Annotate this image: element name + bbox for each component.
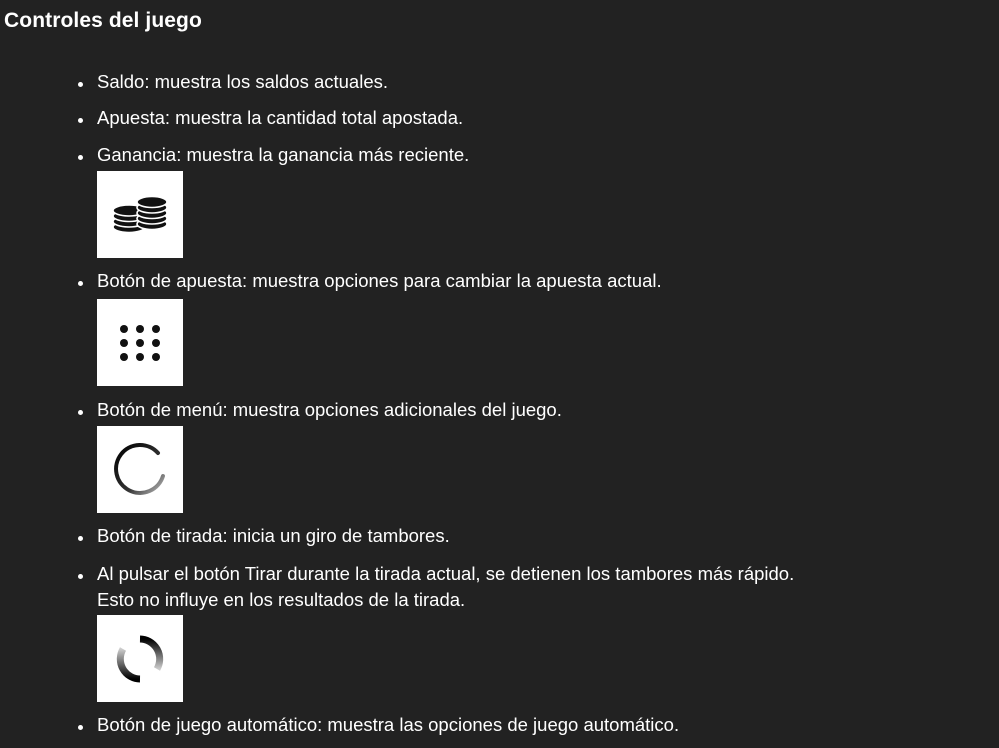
autoplay-icon: [110, 629, 170, 689]
spin-icon: [110, 440, 170, 500]
spin-icon-tile: [97, 426, 183, 513]
list-item-bet-button: Botón de apuesta: muestra opciones para cambiar la apuesta actual.: [97, 270, 662, 291]
list-item-quick-stop-note: Esto no influye en los resultados de la tirada.: [97, 589, 466, 610]
coins-icon: [108, 193, 172, 237]
menu-grid-icon-tile: [97, 299, 183, 386]
list-item-autoplay-button: Botón de juego automático: muestra las opciones de juego automático.: [97, 714, 680, 735]
list-item-quick-stop: Al pulsar el botón Tirar durante la tirada actual, se detienen los tambores más rápido.: [97, 563, 795, 584]
list-item-spin-button: Botón de tirada: inicia un giro de tambores.: [97, 525, 450, 546]
page-title: Controles del juego: [4, 9, 202, 32]
list-item-menu-button: Botón de menú: muestra opciones adicionales del juego.: [97, 399, 562, 420]
coins-icon-tile: [97, 171, 183, 258]
list-item-bet: Apuesta: muestra la cantidad total apostada.: [97, 107, 464, 128]
menu-grid-icon: [116, 321, 164, 365]
autoplay-icon-tile: [97, 615, 183, 702]
list-item-win: Ganancia: muestra la ganancia más reciente.: [97, 144, 470, 165]
list-item-balance: Saldo: muestra los saldos actuales.: [97, 71, 389, 92]
